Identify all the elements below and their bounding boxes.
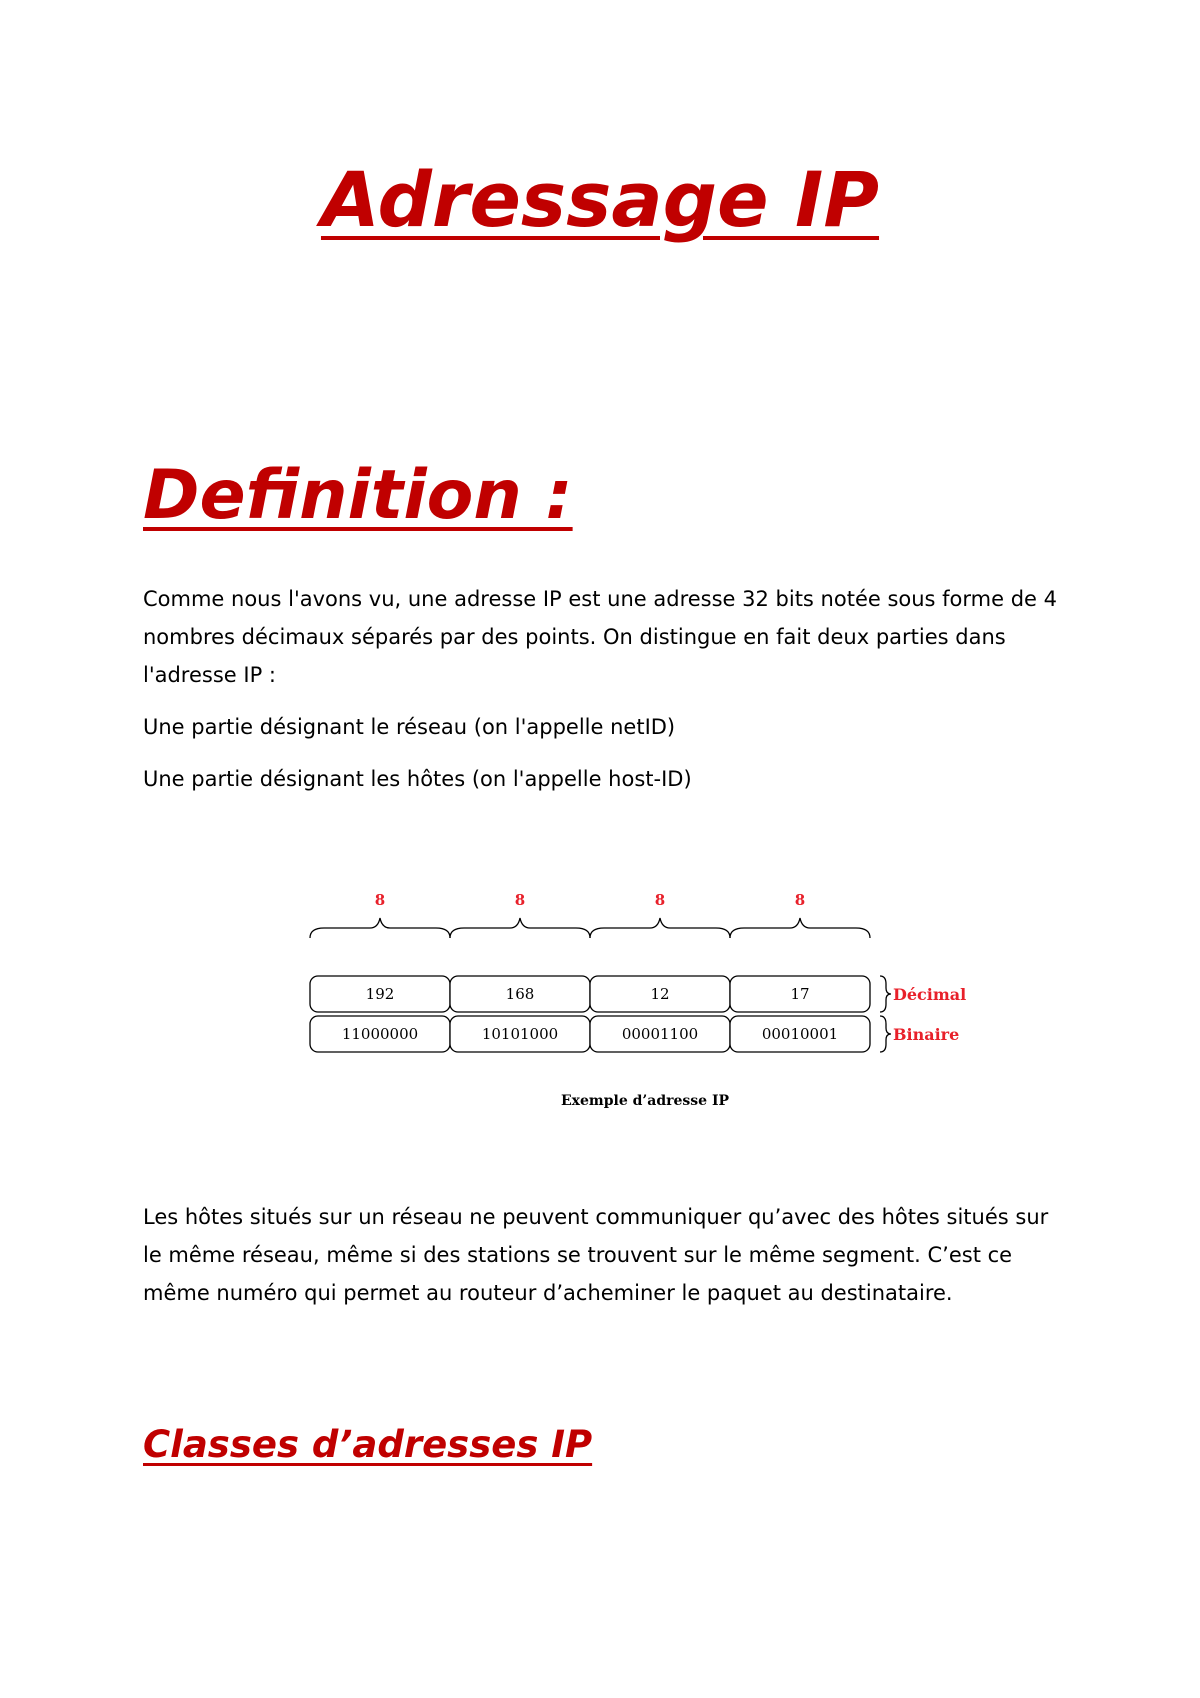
classes-heading: Classes d’adresses IP: [143, 1423, 593, 1466]
ip-address-diagram: [300, 890, 980, 1120]
byte-brace: [450, 918, 590, 938]
hostid-paragraph: Une partie désignant les hôtes (on l'appelle host-ID): [143, 767, 692, 791]
decimal-row-brace: [880, 976, 891, 1012]
decimal-value: 168: [505, 985, 535, 1003]
binary-value: 11000000: [341, 1025, 419, 1043]
netid-paragraph: Une partie désignant le réseau (on l'appelle netID): [143, 715, 676, 739]
decimal-value: 192: [365, 985, 395, 1003]
bit-count-label: 8: [654, 891, 666, 909]
byte-brace: [310, 918, 450, 938]
binary-value: 00010001: [761, 1025, 839, 1043]
bit-count-label: 8: [794, 891, 806, 909]
binary-value: 00001100: [621, 1025, 699, 1043]
diagram-caption: Exemple d’adresse IP: [560, 1093, 730, 1109]
decimal-row-label: Décimal: [893, 985, 967, 1004]
definition-heading: Definition :: [143, 456, 573, 535]
binary-row-label: Binaire: [893, 1025, 960, 1044]
decimal-value: 17: [790, 985, 810, 1003]
binary-value: 10101000: [481, 1025, 559, 1043]
document-title: Adressage IP: [320, 155, 880, 244]
byte-brace: [590, 918, 730, 938]
ip-diagram-svg: [300, 890, 980, 1120]
decimal-value: 12: [650, 985, 670, 1003]
bit-count-label: 8: [374, 891, 386, 909]
bit-count-label: 8: [514, 891, 526, 909]
hosts-paragraph: Les hôtes situés sur un réseau ne peuvent communiquer qu’avec des hôtes situés sur le même réseau, même si des stations se trouvent sur le même segment. C’est ce même numéro qui permet au routeur d’acheminer le paquet au destinataire.: [143, 1205, 1049, 1305]
byte-brace: [730, 918, 870, 938]
binary-row-brace: [880, 1016, 891, 1052]
definition-paragraph: Comme nous l'avons vu, une adresse IP est une adresse 32 bits notée sous forme de 4 nombres décimaux séparés par des points. On distingue en fait deux parties dans l'adresse IP :: [143, 587, 1058, 687]
